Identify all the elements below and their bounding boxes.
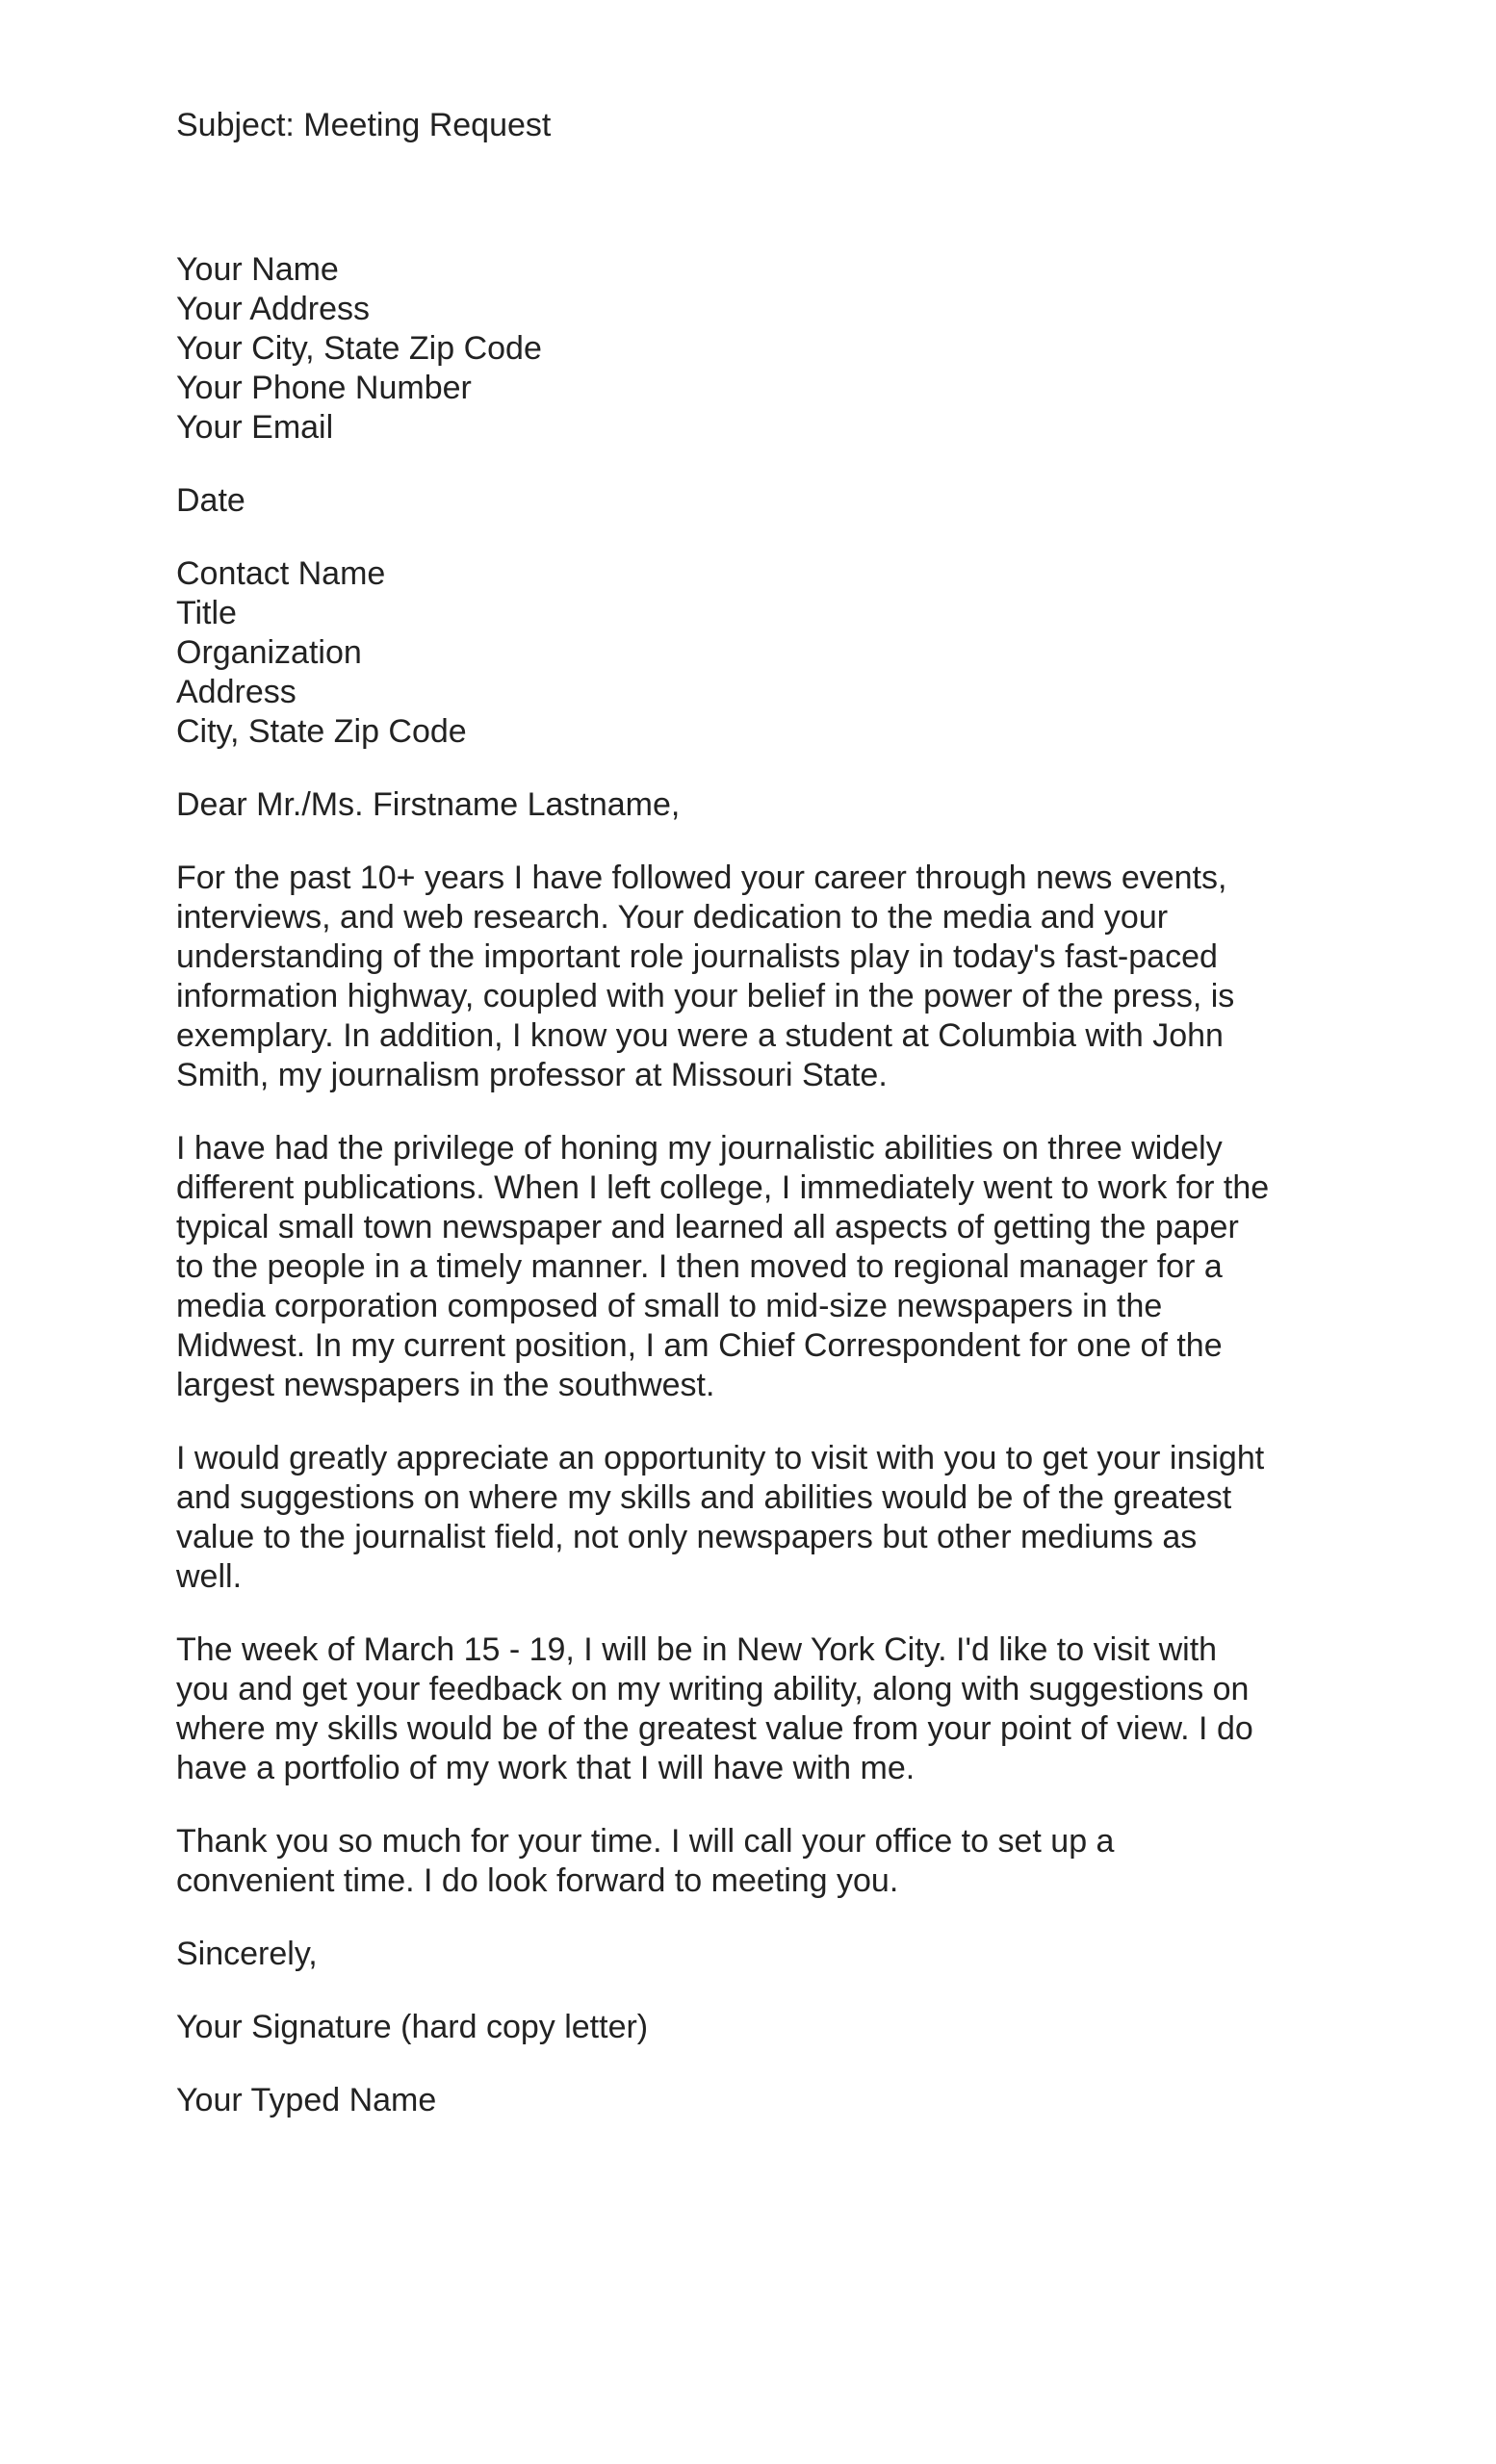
recipient-address-block — [176, 554, 1331, 752]
paragraph-line: I have had the privilege of honing my journalistic abilities on three widely — [176, 1130, 1223, 1167]
paragraph-line: For the past 10+ years I have followed your career through news events, — [176, 860, 1227, 896]
date-text: Date — [176, 482, 245, 519]
subject-line — [176, 106, 1331, 145]
sender-city-state-zip: Your City, State Zip Code — [176, 330, 542, 367]
sender-phone: Your Phone Number — [176, 370, 472, 406]
recipient-organization: Organization — [176, 634, 362, 671]
salutation-text: Dear Mr./Ms. Firstname Lastname, — [176, 786, 681, 823]
paragraph-1 — [176, 859, 1331, 1095]
paragraph-line: I would greatly appreciate an opportunity to visit with you to get your insight — [176, 1440, 1265, 1476]
recipient-city-state-zip: City, State Zip Code — [176, 713, 467, 750]
paragraph-line: interviews, and web research. Your dedication to the media and your — [176, 899, 1169, 936]
recipient-contact-name: Contact Name — [176, 555, 386, 592]
closing-text: Sincerely, — [176, 1936, 318, 1972]
paragraph-line: information highway, coupled with your belief in the power of the press, is — [176, 978, 1235, 1014]
signature-line — [176, 2008, 1331, 2047]
typed-name — [176, 2081, 1331, 2120]
sender-email: Your Email — [176, 409, 334, 446]
paragraph-line: Midwest. In my current position, I am Chief Correspondent for one of the — [176, 1327, 1223, 1364]
recipient-title: Title — [176, 595, 237, 631]
paragraph-2 — [176, 1129, 1331, 1405]
paragraph-line: you and get your feedback on my writing ability, along with suggestions on — [176, 1671, 1250, 1707]
paragraph-line: value to the journalist field, not only newspapers but other mediums as — [176, 1519, 1198, 1555]
paragraph-line: The week of March 15 - 19, I will be in New York City. I'd like to visit with — [176, 1631, 1218, 1668]
paragraph-line: convenient time. I do look forward to meeting you. — [176, 1862, 899, 1899]
subject-text: Subject: Meeting Request — [176, 107, 552, 143]
closing — [176, 1935, 1331, 1974]
paragraph-line: typical small town newspaper and learned all aspects of getting the paper — [176, 1209, 1239, 1245]
paragraph-3 — [176, 1439, 1331, 1597]
paragraph-line: understanding of the important role journalists play in today's fast-paced — [176, 938, 1218, 975]
salutation — [176, 785, 1331, 825]
signature-text: Your Signature (hard copy letter) — [176, 2009, 649, 2045]
paragraph-5 — [176, 1822, 1331, 1901]
date-block — [176, 481, 1331, 521]
paragraph-line: different publications. When I left college, I immediately went to work for the — [176, 1169, 1270, 1206]
paragraph-line: well. — [176, 1558, 243, 1595]
paragraph-line: largest newspapers in the southwest. — [176, 1367, 715, 1403]
paragraph-line: where my skills would be of the greatest value from your point of view. I do — [176, 1710, 1253, 1747]
sender-address-block — [176, 250, 1331, 448]
typed-name-text: Your Typed Name — [176, 2082, 437, 2118]
paragraph-line: have a portfolio of my work that I will have with me. — [176, 1750, 916, 1786]
sender-name: Your Name — [176, 251, 339, 288]
sender-address: Your Address — [176, 291, 370, 327]
paragraph-line: Smith, my journalism professor at Missouri State. — [176, 1057, 888, 1093]
paragraph-line: exemplary. In addition, I know you were a student at Columbia with John — [176, 1017, 1224, 1054]
paragraph-line: and suggestions on where my skills and abilities would be of the greatest — [176, 1479, 1232, 1516]
paragraph-line: to the people in a timely manner. I then moved to regional manager for a — [176, 1248, 1223, 1285]
paragraph-line: Thank you so much for your time. I will call your office to set up a — [176, 1823, 1115, 1860]
letter-body — [176, 106, 1331, 2120]
paragraph-line: media corporation composed of small to mid-size newspapers in the — [176, 1288, 1163, 1324]
paragraph-4 — [176, 1630, 1331, 1788]
recipient-address: Address — [176, 674, 297, 710]
